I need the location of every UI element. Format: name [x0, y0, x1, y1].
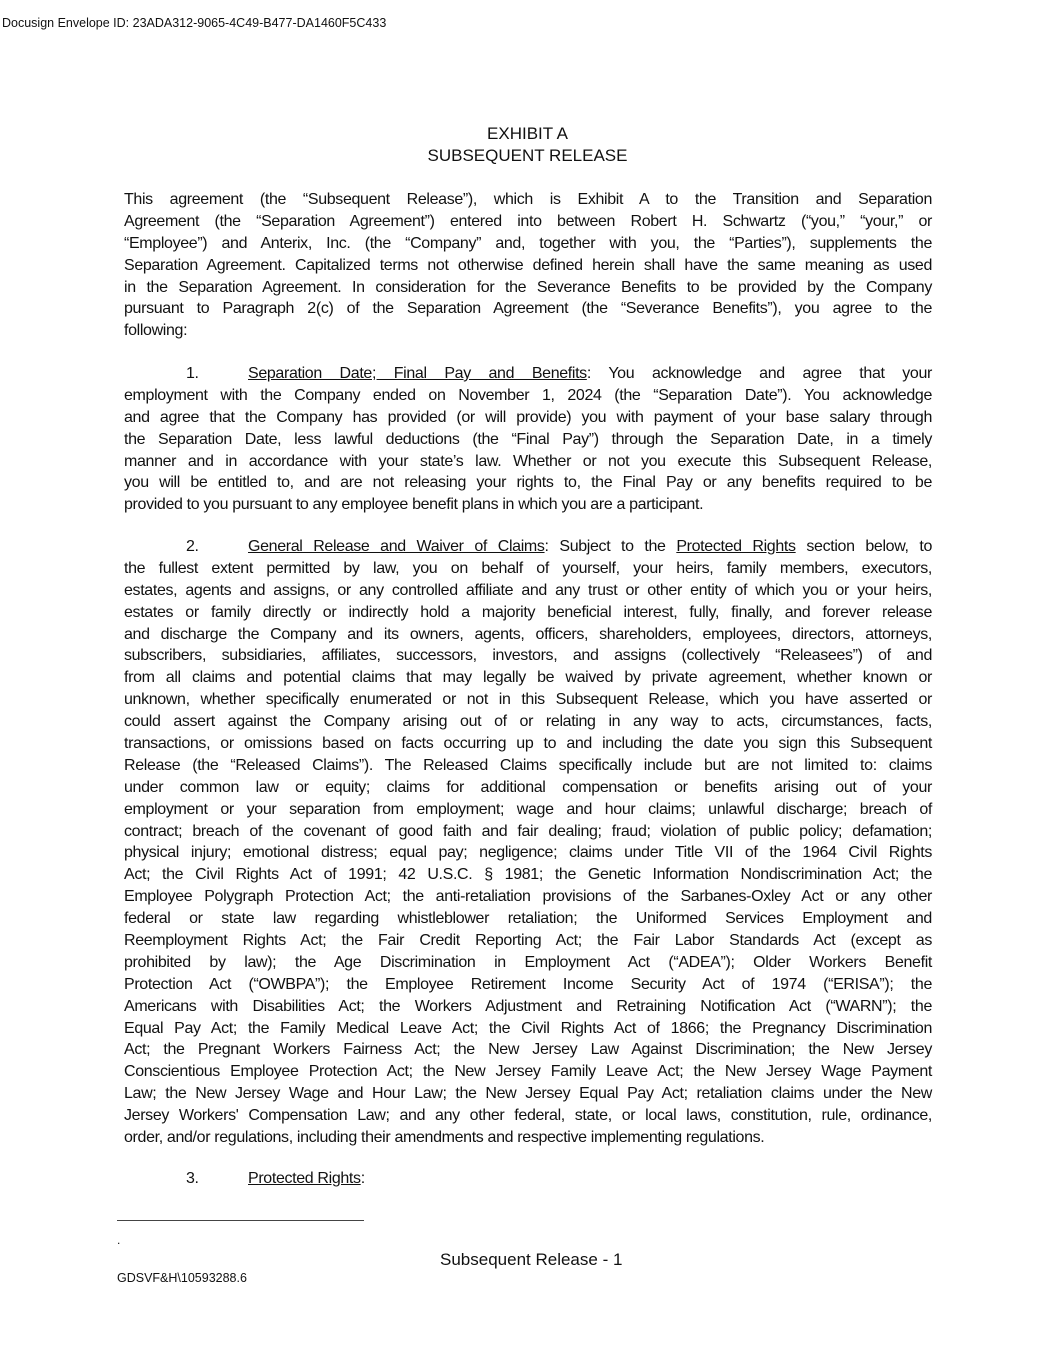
paragraph-line: Equal Pay Act; the Family Medical Leave Act; the Civil Rights Act of 1866; the Pregnancy Discrimination [124, 1019, 932, 1037]
paragraph-line: This agreement (the “Subsequent Release”), which is Exhibit A to the Transition and Separation [124, 191, 932, 208]
paragraph-line: provided to you pursuant to any employee benefit plans in which you are a participant. [124, 496, 704, 514]
paragraph-line: estates or family directly or indirectly hold a majority beneficial interest, fully, finally, and forever release [124, 603, 932, 621]
section-heading: Protected Rights [248, 1170, 361, 1187]
paragraph-line: Law; the New Jersey Wage and Hour Law; the New Jersey Equal Pay Act; retaliation claims under the New [124, 1085, 932, 1103]
footnote-rule [117, 1220, 364, 1221]
paragraph-line: Employee Polygraph Protection Act; the anti-retaliation provisions of the Sarbanes-Oxley Act or any other [124, 888, 932, 906]
section-heading: Separation Date; Final Pay and Benefits [248, 365, 587, 382]
paragraph-line: Act; the Pregnant Workers Fairness Act; the New Jersey Law Against Discrimination; the New Jersey [124, 1041, 932, 1059]
line-text: : You acknowledge and agree that your [586, 365, 932, 382]
section-number: 3. [186, 1170, 199, 1187]
paragraph-line: Conscientious Employee Protection Act; the New Jersey Family Leave Act; the New Jersey Wage Payment [124, 1063, 932, 1081]
paragraph-line: the fullest extent permitted by law, you on behalf of yourself, your heirs, family members, executors, [124, 559, 932, 577]
section-number: 2. [186, 538, 199, 555]
paragraph-line: Americans with Disabilities Act; the Workers Adjustment and Retraining Notification Act (“WARN”); the [124, 997, 932, 1015]
paragraph-line: prohibited by law); the Age Discrimination in Employment Act (“ADEA”); Older Workers Benefit [124, 953, 932, 971]
paragraph-line: from all claims and potential claims that may legally be waived by private agreement, whether known or [124, 669, 932, 687]
exhibit-title: EXHIBIT A [487, 124, 568, 143]
paragraph-line: employment or your separation from employment; wage and hour claims; unlawful discharge; breach of [124, 800, 932, 818]
section-3-first-line [124, 1168, 932, 1190]
paragraph-line: Protection Act (“OWBPA”); the Employee Retirement Income Security Act of 1974 (“ERISA”); the [124, 975, 932, 993]
paragraph-line: Act; the Civil Rights Act of 1991; 42 U.S.C. § 1981; the Genetic Information Nondiscrimination Act; the [124, 866, 932, 884]
paragraph-line: the Separation Date, less lawful deductions (the “Final Pay”) through the Separation Date, in a timely [124, 430, 932, 448]
line-text: : [360, 1170, 365, 1187]
paragraph-line: and agree that the Company has provided (or will provide) you with payment of your base salary through [124, 408, 932, 426]
paragraph-line: you will be entitled to, and are not releasing your rights to, the Final Pay or any benefits required to be [124, 474, 932, 492]
paragraph-line: Reemployment Rights Act; the Fair Credit Reporting Act; the Fair Labor Standards Act (except as [124, 932, 932, 950]
paragraph-line: physical injury; emotional distress; equal pay; negligence; claims under Title VII of the 1964 Civil Rights [124, 844, 932, 862]
paragraph-line: transactions, or omissions based on facts occurring up to and including the date you sign this Subsequent [124, 735, 932, 753]
paragraph-line: Agreement (the “Separation Agreement”) entered into between Robert H. Schwartz (“you,” “your,” or [124, 212, 932, 230]
section-1 [124, 363, 932, 516]
section-3 [124, 1168, 932, 1190]
paragraph-line: Release (the “Released Claims”). The Released Claims specifically include but are not limited to: claims [124, 756, 932, 774]
protected-rights-reference: Protected Rights [676, 538, 796, 555]
section-2-first-line [124, 536, 932, 558]
paragraph-line: order, and/or regulations, including their amendments and respective implementing regulations. [124, 1129, 765, 1147]
paragraph-line: estates, agents and assigns, or any controlled affiliate and any trust or other entity of which you or your heirs, [124, 581, 932, 599]
page-footer: Subsequent Release - 1 [440, 1250, 623, 1269]
section-1-first-line [124, 363, 932, 385]
footnote-mark: . [117, 1233, 121, 1247]
paragraph-line: “Employee”) and Anterix, Inc. (the “Company” and, together with you, the “Parties”), supplements the [124, 234, 932, 252]
section-heading: General Release and Waiver of Claims [248, 538, 545, 555]
paragraph-line: could assert against the Company arising out of or relating in any way to acts, circumstances, facts, [124, 713, 932, 731]
paragraph-line: and discharge the Company and its owners, agents, officers, shareholders, employees, directors, attorneys, [124, 625, 932, 643]
paragraph-line: subscribers, subsidiaries, affiliates, successors, investors, and assigns (collectively “Releasees”) of and [124, 647, 932, 665]
paragraph-line: following: [124, 322, 188, 340]
envelope-id: Docusign Envelope ID: 23ADA312-9065-4C49-B477-DA1460F5C433 [2, 16, 387, 30]
document-id: GDSVF&H\10593288.6 [117, 1271, 247, 1285]
line-text: section below, to [795, 538, 933, 555]
intro-paragraph [124, 189, 932, 342]
paragraph-line: manner and in accordance with your state’s law. Whether or not you execute this Subsequent Release, [124, 452, 932, 470]
section-number: 1. [186, 365, 199, 382]
paragraph-line: in the Separation Agreement. In consideration for the Severance Benefits to be provided by the Company [124, 278, 932, 296]
paragraph-line: Jersey Workers' Compensation Law; and any other federal, state, or local laws, constitution, rule, ordinance, [124, 1107, 932, 1125]
section-2 [124, 536, 932, 1149]
paragraph-line: pursuant to Paragraph 2(c) of the Separation Agreement (the “Severance Benefits”), you agree to the [124, 300, 932, 318]
document-title: SUBSEQUENT RELEASE [427, 146, 628, 165]
paragraph-line: federal or state law regarding whistleblower retaliation; the Uniformed Services Employment and [124, 910, 932, 928]
line-text: : Subject to the [544, 538, 677, 555]
paragraph-line: employment with the Company ended on November 1, 2024 (the “Separation Date”). You acknowledge [124, 386, 932, 404]
paragraph-line: under common law or equity; claims for additional compensation or benefits arising out of your [124, 778, 932, 796]
paragraph-line: contract; breach of the covenant of good faith and fair dealing; fraud; violation of public policy; defamation; [124, 822, 932, 840]
paragraph-line: Separation Agreement. Capitalized terms not otherwise defined herein shall have the same meaning as used [124, 256, 932, 274]
paragraph-line: unknown, whether specifically enumerated or not in this Subsequent Release, which you have asserted or [124, 691, 932, 709]
